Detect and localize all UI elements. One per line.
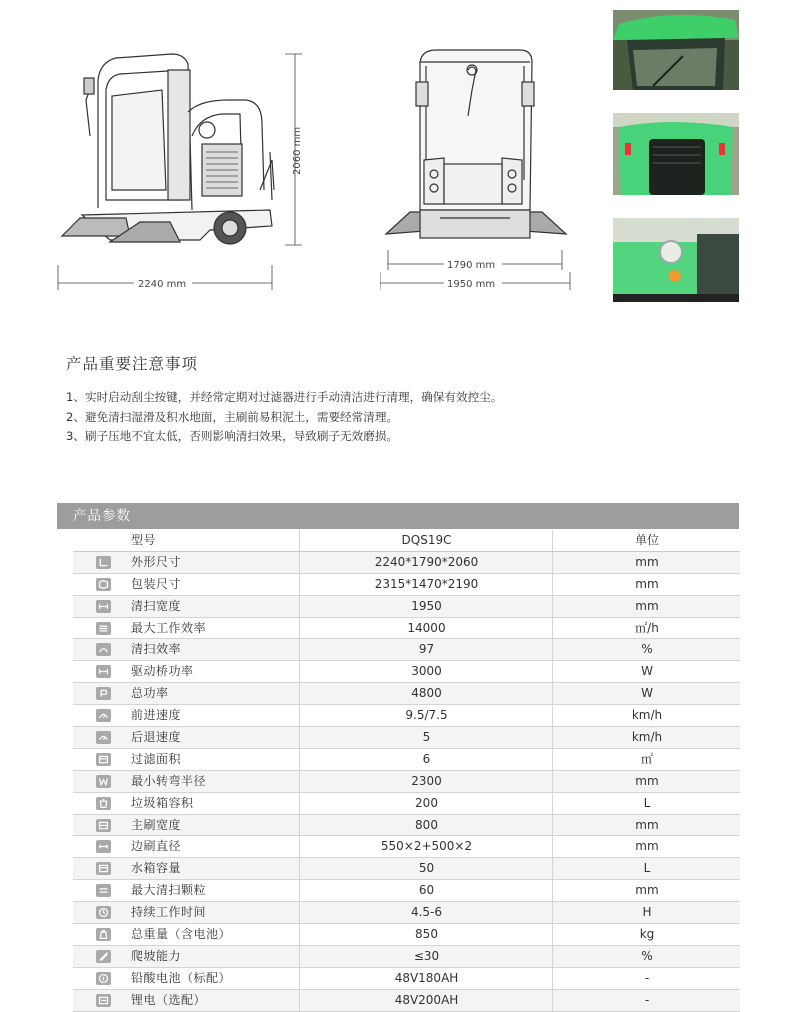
spec-unit: % — [552, 946, 741, 967]
spec-name: 驱动桥功率 — [131, 664, 194, 679]
spec-row — [73, 574, 740, 596]
clock-icon — [94, 902, 112, 923]
note-item: 2、避免清扫湿滑及积水地面，主刷前易积泥土，需要经常清理。 — [66, 409, 399, 424]
spec-row — [73, 749, 740, 771]
spec-unit: mm — [552, 836, 741, 857]
spec-value: 4800 — [299, 683, 553, 704]
dimensions-icon — [94, 552, 112, 573]
spec-name: 前进速度 — [131, 708, 182, 723]
spec-unit: L — [552, 858, 741, 879]
spec-row — [73, 990, 740, 1012]
spec-name: 清扫效率 — [131, 642, 182, 657]
spec-unit: H — [552, 902, 741, 923]
spec-row — [73, 902, 740, 924]
turning-icon — [94, 771, 112, 792]
spec-value: 60 — [299, 880, 553, 901]
spec-unit: mm — [552, 596, 741, 617]
spec-value: 800 — [299, 815, 553, 836]
battery-icon — [94, 968, 112, 989]
spec-row — [73, 968, 740, 990]
weight-icon — [94, 924, 112, 945]
speedometer-icon — [94, 727, 112, 748]
filter-icon — [94, 749, 112, 770]
spec-header-row — [73, 530, 740, 552]
spec-unit: W — [552, 683, 741, 704]
spec-unit: mm — [552, 552, 741, 573]
spec-row — [73, 661, 740, 683]
spec-unit: L — [552, 793, 741, 814]
spec-name: 爬坡能力 — [131, 948, 182, 963]
spec-unit: mm — [552, 880, 741, 901]
spec-name: 总功率 — [131, 686, 169, 701]
spec-value: 1950 — [299, 596, 553, 617]
notes-list — [66, 388, 502, 447]
spec-name: 边刷直径 — [131, 839, 182, 854]
spec-value: 2240*1790*2060 — [299, 552, 553, 573]
spec-table — [73, 530, 740, 1012]
spec-unit: km/h — [552, 705, 741, 726]
spec-unit: - — [552, 990, 741, 1011]
spec-name: 最大清扫颗粒 — [131, 883, 207, 898]
photo-cabin-roof — [613, 10, 739, 90]
header-value: DQS19C — [299, 530, 553, 551]
spec-unit: - — [552, 968, 741, 989]
spec-name: 外形尺寸 — [131, 554, 182, 569]
spec-name: 包装尺寸 — [131, 576, 182, 591]
efficiency-icon — [94, 618, 112, 639]
spec-value: 48V180AH — [299, 968, 553, 989]
front-view-drawing — [380, 40, 580, 300]
photo-rear-lights — [613, 113, 739, 195]
main-brush-icon — [94, 815, 112, 836]
spec-row — [73, 946, 740, 968]
spec-row — [73, 705, 740, 727]
spec-name: 总重量（含电池） — [131, 927, 232, 942]
spec-row — [73, 639, 740, 661]
water-tank-icon — [94, 858, 112, 879]
speedometer-icon — [94, 705, 112, 726]
spec-name: 后退速度 — [131, 730, 182, 745]
lithium-icon — [94, 990, 112, 1011]
power-icon — [94, 683, 112, 704]
note-item: 3、刷子压地不宜太低，否则影响清扫效果，导致刷子无效磨损。 — [66, 429, 399, 443]
side-view-drawing — [50, 40, 320, 300]
height-dim-label: 2060 mm — [292, 126, 303, 175]
spec-section-header — [57, 503, 739, 529]
spec-row — [73, 596, 740, 618]
spec-row — [73, 727, 740, 749]
spec-name: 主刷宽度 — [131, 817, 182, 832]
spec-name: 最小转弯半径 — [131, 773, 207, 788]
sweep-icon — [94, 639, 112, 660]
spec-value: 2315*1470*2190 — [299, 574, 553, 595]
spec-row — [73, 771, 740, 793]
spec-row — [73, 618, 740, 640]
spec-unit: mm — [552, 574, 741, 595]
inner-width-dim-label: 1790 mm — [447, 260, 496, 271]
spec-value: 5 — [299, 727, 553, 748]
spec-unit: ㎡/h — [552, 618, 741, 639]
spec-unit: ㎡ — [552, 749, 741, 770]
spec-section-title: 产品参数 — [73, 508, 131, 524]
spec-name: 持续工作时间 — [131, 905, 207, 920]
spec-name: 过滤面积 — [131, 751, 182, 766]
spec-row — [73, 836, 740, 858]
particle-icon — [94, 880, 112, 901]
spec-unit: kg — [552, 924, 741, 945]
spec-value: 14000 — [299, 618, 553, 639]
spec-value: ≤30 — [299, 946, 553, 967]
spec-row — [73, 858, 740, 880]
length-dim-label: 2240 mm — [138, 279, 187, 290]
spec-name: 垃圾箱容积 — [131, 795, 194, 810]
spec-row — [73, 552, 740, 574]
header-unit: 单位 — [552, 530, 741, 551]
trash-bin-icon — [94, 793, 112, 814]
spec-value: 4.5-6 — [299, 902, 553, 923]
drive-axle-icon — [94, 661, 112, 682]
spec-row — [73, 683, 740, 705]
spec-name: 最大工作效率 — [131, 620, 207, 635]
spec-name: 铅酸电池（标配） — [131, 970, 232, 985]
spec-unit: W — [552, 661, 741, 682]
slope-icon — [94, 946, 112, 967]
spec-row — [73, 924, 740, 946]
spec-row — [73, 793, 740, 815]
spec-row — [73, 880, 740, 902]
spec-unit: % — [552, 639, 741, 660]
spec-value: 6 — [299, 749, 553, 770]
outer-width-dim-label: 1950 mm — [447, 279, 496, 290]
spec-unit: mm — [552, 815, 741, 836]
spec-unit: mm — [552, 771, 741, 792]
notes-title: 产品重要注意事项 — [66, 355, 199, 373]
spec-name: 清扫宽度 — [131, 598, 182, 613]
spec-value: 97 — [299, 639, 553, 660]
package-icon — [94, 574, 112, 595]
spec-value: 850 — [299, 924, 553, 945]
width-icon — [94, 596, 112, 617]
spec-row — [73, 815, 740, 837]
photo-headlight — [613, 218, 739, 302]
spec-value: 48V200AH — [299, 990, 553, 1011]
note-item: 1、实时启动刮尘按键，并经常定期对过滤器进行手动清洁进行清理，确保有效控尘。 — [66, 390, 503, 404]
header-name: 型号 — [131, 533, 157, 547]
spec-value: 550×2+500×2 — [299, 836, 553, 857]
spec-name: 锂电（选配） — [131, 992, 207, 1007]
spec-value: 200 — [299, 793, 553, 814]
side-brush-icon — [94, 836, 112, 857]
spec-unit: km/h — [552, 727, 741, 748]
spec-value: 9.5/7.5 — [299, 705, 553, 726]
spec-value: 3000 — [299, 661, 553, 682]
spec-value: 50 — [299, 858, 553, 879]
spec-name: 水箱容量 — [131, 861, 182, 876]
spec-value: 2300 — [299, 771, 553, 792]
